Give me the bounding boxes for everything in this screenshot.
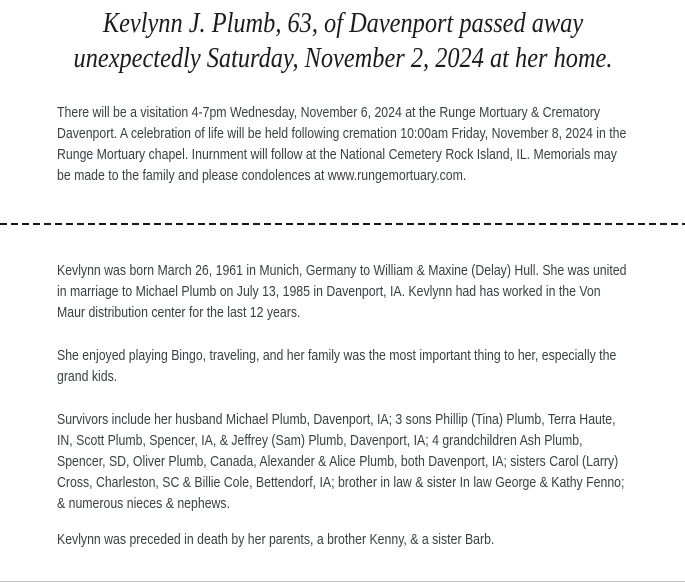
paragraph-biography: Kevlynn was born March 26, 1961 in Munich, Germany to William & Maxine (Delay) Hull. She was united in marriage to Michael Plumb on July 13, 1985 in Davenport, IA. Kevlynn had has worked in the Von Maur distribution center for the last 12 years.	[57, 262, 627, 321]
paragraph-service-details: There will be a visitation 4-7pm Wednesday, November 6, 2024 at the Runge Mortuary & Crematory Davenport. A celebration of life will be held following cremation 10:00am Friday, November 8, 2024 in the Runge Mortuary chapel. Inurnment will follow at the National Cemetery Rock Island, IL. Memorials may be made to the family and please condolences at www.rungemortuary.com.	[57, 104, 627, 184]
section-bottom-border	[0, 581, 685, 582]
obituary-title: Kevlynn J. Plumb, 63, of Davenport passed away unexpectedly Saturday, November 2, 2024 at her home.	[73, 8, 612, 74]
paragraph-hobbies: She enjoyed playing Bingo, traveling, and her family was the most important thing to her, especially the grand kids.	[57, 347, 617, 385]
paragraph-preceded-in-death: Kevlynn was preceded in death by her parents, a brother Kenny, & a sister Barb.	[57, 531, 495, 548]
life-story-section	[57, 260, 685, 550]
paragraph-survivors: Survivors include her husband Michael Plumb, Davenport, IA; 3 sons Phillip (Tina) Plumb, Terra Haute, IN, Scott Plumb, Spencer, IA, & Jeffrey (Sam) Plumb, Davenport, IA; 4 grandchildren Ash Plumb, Spencer, SD, Oliver Plumb, Canada, Alexander & Alice Plumb, both Davenport, IA; sisters Carol (Larry) Cross, Charleston, SC & Billie Cole, Bettendorf, IA; brother in law & sister In law George & Kathy Fenno; & numerous nieces & nephews.	[57, 411, 625, 512]
service-details-section	[57, 102, 685, 186]
dashed-divider	[0, 223, 685, 225]
